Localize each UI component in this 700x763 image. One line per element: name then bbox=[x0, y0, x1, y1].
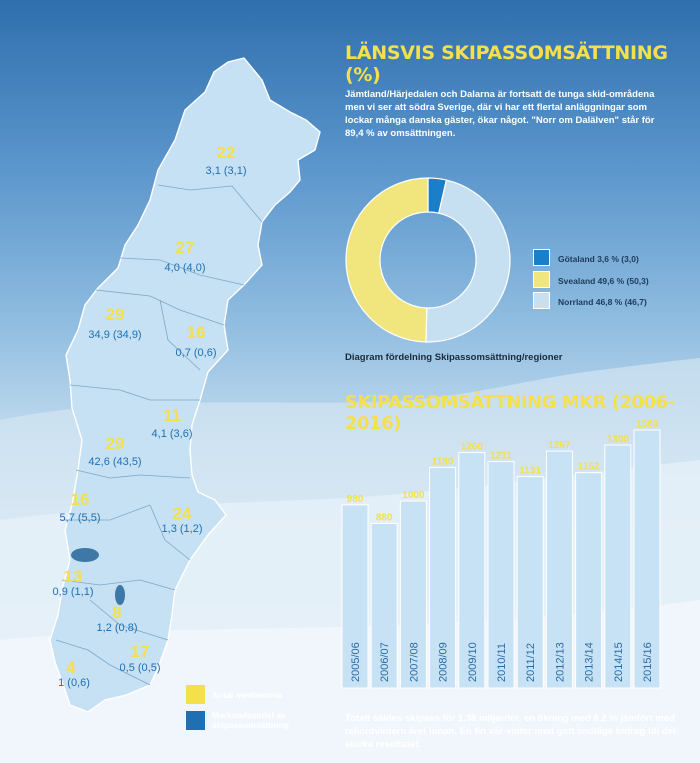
legend-svealand-swatch bbox=[533, 271, 550, 288]
county-members: 16 bbox=[70, 490, 90, 509]
bar-value-label: 1152 bbox=[577, 461, 600, 473]
county-members: 22 bbox=[216, 143, 236, 162]
county-share: 0,5 (0,5) bbox=[119, 662, 161, 674]
bar-value-label: 1180 bbox=[431, 456, 454, 468]
bar-value-label: 980 bbox=[346, 493, 364, 505]
county-share: 1,3 (1,2) bbox=[161, 523, 203, 535]
bar-category-label: 2009/10 bbox=[466, 642, 479, 682]
lake-vattern bbox=[115, 585, 125, 605]
legend-svealand-label: Svealand 49,6 % (50,3) bbox=[558, 276, 649, 286]
revenue-bar-chart bbox=[340, 418, 670, 693]
county-share: 42,6 (43,5) bbox=[88, 456, 142, 468]
bar-category-label: 2014/15 bbox=[612, 642, 625, 682]
bar-category-label: 2007/08 bbox=[408, 642, 421, 682]
bar-category-label: 2005/06 bbox=[350, 642, 362, 682]
county-members: 27 bbox=[175, 238, 195, 257]
county-share: 4,0 (4,0) bbox=[164, 262, 206, 274]
legend-members-swatch bbox=[186, 685, 205, 704]
bar-category-label: 2012/13 bbox=[554, 642, 567, 682]
bar-value-label: 1300 bbox=[606, 433, 629, 445]
bar-category-label: 2006/07 bbox=[379, 642, 392, 682]
county-members: 11 bbox=[163, 406, 181, 425]
lake-vanern bbox=[71, 548, 99, 562]
legend-share-swatch bbox=[186, 711, 205, 730]
donut-caption: Diagram fördelning Skipassomsättning/regioner bbox=[345, 352, 563, 363]
bar-category-label: 2008/09 bbox=[437, 642, 450, 682]
county-members: 13 bbox=[63, 567, 83, 586]
county-members: 24 bbox=[172, 504, 192, 523]
section-title-bar: SKIPASSOMSÄTTNING MKR (2006-2016) bbox=[345, 392, 675, 434]
county-members: 29 bbox=[105, 434, 125, 453]
county-members: 29 bbox=[105, 305, 125, 324]
bar-value-label: 1267 bbox=[548, 440, 571, 452]
donut-slice bbox=[346, 178, 428, 342]
county-members: 16 bbox=[186, 323, 206, 342]
bar-value-label: 1000 bbox=[402, 490, 425, 502]
legend-norrland-label: Norrland 46,8 % (46,7) bbox=[558, 297, 647, 307]
legend-gotaland-swatch bbox=[533, 249, 550, 266]
county-share: 0,9 (1,1) bbox=[52, 586, 94, 598]
bar-category-label: 2015/16 bbox=[642, 642, 654, 682]
bar-value-label: 880 bbox=[375, 512, 393, 524]
intro-paragraph: Jämtland/Härjedalen och Dalarna är fortsatt de tunga skid-områdena men vi ser att södra Sverige, där vi har ett flertal anläggningar som lockar många danska gäster, ökar något. "Norr om Dalälven" står för 89,4 % av omsättningen. bbox=[345, 89, 655, 139]
county-share: 1 (0,6) bbox=[58, 677, 90, 689]
legend-share-label: Marknadsandel av skipassomsättning bbox=[212, 710, 289, 730]
sweden-map bbox=[0, 0, 340, 763]
county-members: 17 bbox=[130, 642, 150, 661]
county-share: 1,2 (0,8) bbox=[96, 622, 138, 634]
bar-value-label: 1260 bbox=[460, 441, 483, 453]
legend-norrland-swatch bbox=[533, 292, 550, 309]
legend-members-label: Antal medlemmar bbox=[212, 690, 284, 700]
section-title-lansvis: LÄNSVIS SKIPASSOMSÄTTNING (%) bbox=[345, 42, 668, 86]
bar-value-label: 1380 bbox=[635, 419, 659, 430]
bar-category-label: 2010/11 bbox=[496, 643, 508, 682]
bar-value-label: 1131 bbox=[519, 465, 542, 477]
county-members: 4 bbox=[66, 658, 76, 677]
county-share: 0,7 (0,6) bbox=[175, 347, 217, 359]
county-members: 8 bbox=[112, 603, 122, 622]
bar-category-label: 2013/14 bbox=[583, 642, 596, 682]
sweden-outline bbox=[50, 58, 320, 712]
county-share: 3,1 (3,1) bbox=[205, 165, 247, 177]
county-share: 5,7 (5,5) bbox=[59, 512, 101, 524]
bar-category-label: 2011/12 bbox=[525, 643, 538, 682]
region-donut-chart bbox=[338, 170, 518, 350]
county-share: 4,1 (3,6) bbox=[151, 428, 193, 440]
legend-gotaland-label: Götaland 3,6 % (3,0) bbox=[558, 254, 639, 264]
footer-paragraph: Totalt såldes skipass för 1,38 miljarder, en ökning med 6,2 % jämfört med rekordvintern året innan. En fin vår-vinter med gott snöläge bidrog till det starka resultatet. bbox=[345, 713, 676, 750]
bar-value-label: 1211 bbox=[490, 450, 512, 462]
county-share: 34,9 (34,9) bbox=[88, 329, 142, 341]
